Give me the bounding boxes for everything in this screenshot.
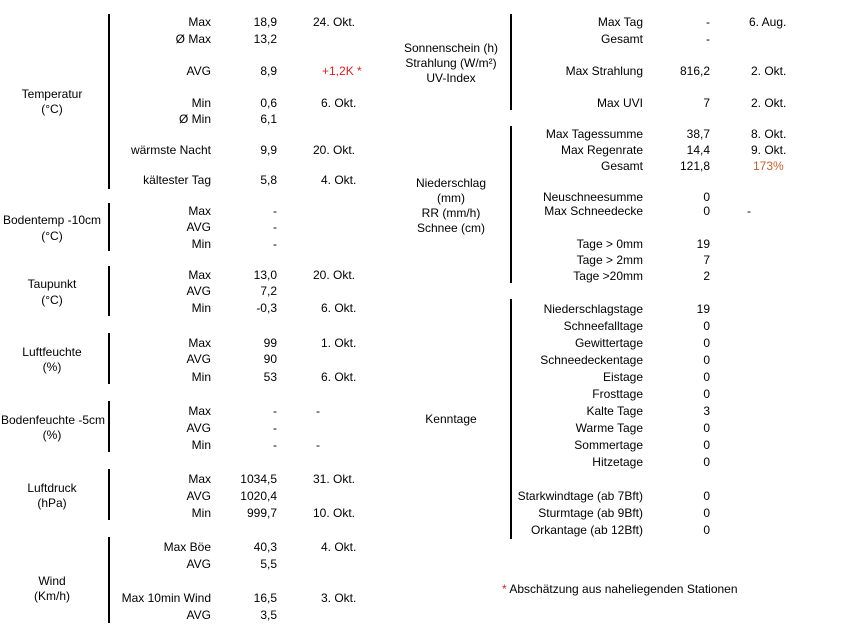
row-value: -: [273, 220, 277, 234]
row-value: 0: [703, 421, 710, 435]
row-label: Frosttage: [592, 387, 643, 401]
row-date: 4. Okt.: [321, 540, 357, 554]
row-value: 6,1: [260, 112, 277, 126]
section-title: RR (mm/h): [421, 206, 481, 220]
row-value: 90: [263, 352, 277, 366]
row-date: -: [747, 204, 751, 218]
section-divider: [510, 299, 512, 539]
row-label: AVG: [186, 489, 211, 503]
row-date: 6. Okt.: [321, 96, 357, 110]
row-label: AVG: [186, 421, 211, 435]
row-value: -: [273, 404, 277, 418]
temperature-anomaly: +1,2K *: [322, 64, 362, 78]
row-label: Max 10min Wind: [121, 591, 211, 605]
row-label: Max Böe: [163, 540, 211, 554]
section-divider: [108, 14, 110, 189]
row-value: 19: [696, 237, 710, 251]
row-date: -: [316, 438, 320, 452]
row-date: 6. Okt.: [321, 301, 357, 315]
row-label: Ø Max: [175, 32, 211, 46]
row-value: 816,2: [679, 64, 710, 78]
row-label: Min: [191, 301, 211, 315]
row-label: Max: [188, 268, 211, 282]
row-value: 38,7: [686, 127, 710, 141]
section-unit: (Km/h): [34, 589, 70, 603]
row-value: -: [273, 438, 277, 452]
row-value: -: [273, 204, 277, 218]
row-label: AVG: [186, 284, 211, 298]
row-label: Max Tagessumme: [545, 127, 643, 141]
row-label: Max: [188, 204, 211, 218]
section-divider: [108, 266, 110, 316]
row-label: Tage >20mm: [573, 269, 643, 283]
row-value: 0,6: [260, 96, 277, 110]
row-label: Gesamt: [600, 32, 643, 46]
row-value: 999,7: [246, 506, 277, 520]
row-value: 19: [696, 302, 710, 316]
row-label: Max Strahlung: [565, 64, 643, 78]
row-value: 0: [703, 190, 710, 204]
section-divider: [108, 469, 110, 520]
section-title: Sonnenschein (h): [403, 41, 499, 55]
section-title: UV-Index: [426, 71, 476, 85]
row-date: 2. Okt.: [751, 64, 787, 78]
row-date: 20. Okt.: [313, 268, 356, 282]
row-value: 121,8: [679, 159, 710, 173]
section-divider: [510, 126, 512, 283]
row-label: Min: [191, 237, 211, 251]
section-title: Wind: [38, 574, 66, 588]
row-label: Min: [191, 438, 211, 452]
row-value: 0: [703, 370, 710, 384]
row-value: -: [706, 15, 710, 29]
row-label: AVG: [186, 557, 211, 571]
section-title: Luftfeuchte: [22, 345, 82, 359]
row-value: 8,9: [260, 64, 277, 78]
row-date: 3. Okt.: [321, 591, 357, 605]
section-divider: [108, 203, 110, 251]
row-label: Tage > 0mm: [576, 237, 643, 251]
row-value: -: [706, 32, 710, 46]
row-value: 53: [263, 370, 277, 384]
row-label: Sommertage: [574, 438, 643, 452]
section-unit: (%): [42, 428, 62, 442]
row-label: Sturmtage (ab 9Bft): [538, 506, 643, 520]
row-label: Max Regenrate: [560, 143, 643, 157]
row-label: Warme Tage: [575, 421, 643, 435]
row-label: Hitzetage: [592, 455, 643, 469]
row-label: Gesamt: [600, 159, 643, 173]
row-label: Schneedeckentage: [540, 353, 643, 367]
row-label: AVG: [186, 220, 211, 234]
footnote: [502, 582, 738, 596]
section-title: Strahlung (W/m²): [405, 56, 497, 70]
row-label: Gewittertage: [574, 336, 643, 350]
section-unit: (hPa): [37, 496, 67, 510]
row-value: 3: [703, 404, 710, 418]
row-label: Eistage: [602, 370, 643, 384]
section-divider: [108, 401, 110, 452]
row-value: 18,9: [253, 15, 277, 29]
row-value: 13,2: [253, 32, 277, 46]
row-date: 24. Okt.: [313, 15, 356, 29]
row-label: AVG: [186, 352, 211, 366]
row-date: 9. Okt.: [751, 143, 787, 157]
precipitation-percentage: 173%: [753, 159, 784, 173]
row-label: wärmste Nacht: [130, 143, 211, 157]
row-label: Schneefalltage: [563, 319, 643, 333]
row-date: -: [316, 404, 320, 418]
row-label: Min: [191, 96, 211, 110]
row-value: 7,2: [260, 284, 277, 298]
row-label: Starkwindtage (ab 7Bft): [517, 489, 643, 503]
row-date: 10. Okt.: [313, 506, 356, 520]
section-unit: (°C): [41, 229, 63, 243]
row-value: 1034,5: [240, 472, 277, 486]
row-value: 1020,4: [240, 489, 277, 503]
section-unit: (%): [42, 360, 62, 374]
row-label: Max Schneedecke: [544, 204, 643, 218]
row-value: 2: [703, 269, 710, 283]
row-value: 40,3: [253, 540, 277, 554]
row-value: 14,4: [686, 143, 710, 157]
row-label: Niederschlagstage: [543, 302, 643, 316]
row-date: 8. Okt.: [751, 127, 787, 141]
section-title: Bodentemp -10cm: [2, 213, 102, 227]
row-value: -: [273, 237, 277, 251]
row-value: 0: [703, 455, 710, 469]
row-label: AVG: [186, 608, 211, 622]
row-label: Min: [191, 506, 211, 520]
section-title: Schnee (cm): [416, 221, 486, 235]
row-date: 31. Okt.: [313, 472, 356, 486]
row-date: 6. Okt.: [321, 370, 357, 384]
row-value: 3,5: [260, 608, 277, 622]
row-value: 0: [703, 353, 710, 367]
row-value: 0: [703, 523, 710, 537]
row-value: 0: [703, 336, 710, 350]
row-label: Max UVI: [596, 96, 643, 110]
row-label: Neuschneesumme: [542, 190, 643, 204]
section-divider: [510, 14, 512, 110]
row-date: 4. Okt.: [321, 173, 357, 187]
row-date: 6. Aug.: [749, 15, 787, 29]
row-value: 16,5: [253, 591, 277, 605]
row-label: Tage > 2mm: [576, 253, 643, 267]
section-unit: (°C): [41, 102, 63, 116]
row-label: Orkantage (ab 12Bft): [530, 523, 643, 537]
section-title: Bodenfeuchte -5cm: [0, 413, 106, 427]
row-date: 20. Okt.: [313, 143, 356, 157]
section-title: Taupunkt: [27, 277, 77, 291]
row-value: 9,9: [260, 143, 277, 157]
row-value: 5,8: [260, 173, 277, 187]
row-value: 7: [703, 253, 710, 267]
section-unit: (°C): [41, 293, 63, 307]
section-title: Temperatur: [21, 87, 83, 101]
row-label: kältester Tag: [143, 173, 211, 187]
row-value: 0: [703, 319, 710, 333]
row-value: -0,3: [256, 301, 277, 315]
row-value: 0: [703, 506, 710, 520]
row-label: Max: [188, 336, 211, 350]
section-title: (mm): [437, 191, 465, 205]
row-value: 0: [703, 438, 710, 452]
row-value: 0: [703, 387, 710, 401]
section-title: Luftdruck: [27, 481, 77, 495]
row-label: Max: [188, 472, 211, 486]
row-value: 13,0: [253, 268, 277, 282]
footnote-star: *: [502, 582, 507, 596]
row-value: 99: [263, 336, 277, 350]
section-divider: [108, 537, 110, 623]
row-label: Ø Min: [178, 112, 211, 126]
row-label: Kalte Tage: [586, 404, 643, 418]
row-date: 2. Okt.: [751, 96, 787, 110]
row-label: Min: [191, 370, 211, 384]
row-value: 0: [703, 489, 710, 503]
row-label: Max: [188, 15, 211, 29]
row-value: 0: [703, 204, 710, 218]
section-title: Kenntage: [425, 412, 477, 426]
row-label: Max: [188, 404, 211, 418]
row-label: Max Tag: [597, 15, 643, 29]
row-label: AVG: [186, 64, 211, 78]
row-value: 7: [703, 96, 710, 110]
section-divider: [108, 333, 110, 384]
section-title: Niederschlag: [415, 176, 487, 190]
row-value: 5,5: [260, 557, 277, 571]
footnote-text: Abschätzung aus naheliegenden Stationen: [509, 582, 738, 596]
row-date: 1. Okt.: [321, 336, 357, 350]
row-value: -: [273, 421, 277, 435]
